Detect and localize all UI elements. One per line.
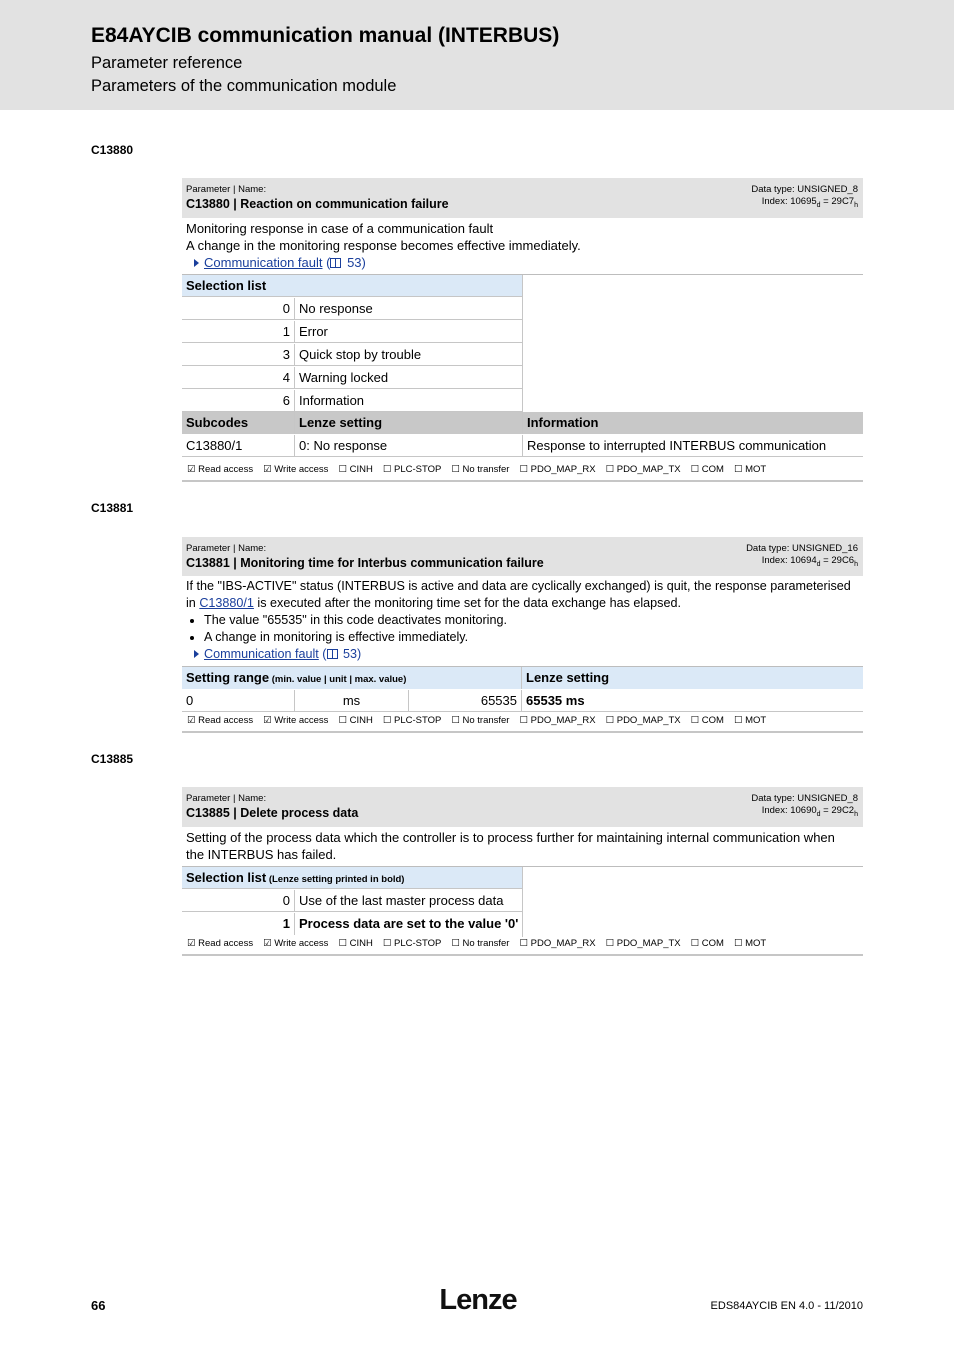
communication-fault-link[interactable]: Communication fault xyxy=(204,647,319,661)
parameter-header xyxy=(182,537,863,576)
pdo-map-rx-flag: ☐ PDO_MAP_RX xyxy=(519,464,596,475)
selection-option: 0 Use of the last master process data xyxy=(182,890,522,912)
write-access-flag: ☑ Write access xyxy=(263,938,329,949)
cinh-flag: ☐ CINH xyxy=(338,464,373,475)
page-header xyxy=(0,0,954,110)
mot-flag: ☐ MOT xyxy=(733,715,767,726)
com-flag: ☐ COM xyxy=(690,938,724,949)
unit: ms xyxy=(295,690,409,712)
plc-stop-flag: ☐ PLC-STOP xyxy=(382,464,442,475)
read-access-flag: ☑ Read access xyxy=(187,715,254,726)
data-type: Data type: UNSIGNED_8 xyxy=(751,793,858,804)
selection-grid xyxy=(182,275,863,461)
selection-list-header: Selection list (Lenze setting printed in bold) xyxy=(182,867,522,889)
min-value: 0 xyxy=(182,690,295,712)
parameter-name-label: Parameter | Name: xyxy=(186,543,267,554)
document-reference: EDS84AYCIB EN 4.0 - 11/2010 xyxy=(710,1300,863,1312)
selection-option: 0 No response xyxy=(182,298,522,320)
description-line: A change in the monitoring response becomes effective immediately. xyxy=(186,238,581,253)
parameter-description xyxy=(182,827,863,867)
pdo-map-rx-flag: ☐ PDO_MAP_RX xyxy=(519,938,596,949)
setting-range-header: Setting range (min. value | unit | max. value) xyxy=(182,667,522,689)
parameter-index: Index: $10694_d = 29C6_h$ xyxy=(761,555,858,568)
max-value: 65535 xyxy=(409,690,522,712)
parameter-table-c13880 xyxy=(182,178,863,461)
code-heading-c13880: C13880 xyxy=(91,143,134,157)
parameter-index: Index: $10690_d = 29C2_h$ xyxy=(761,805,858,818)
logo-text: Lenze xyxy=(439,1284,517,1316)
selection-list-header: Selection list xyxy=(182,275,522,297)
arrow-right-icon xyxy=(194,259,199,267)
pdo-map-tx-flag: ☐ PDO_MAP_TX xyxy=(605,464,681,475)
mot-flag: ☐ MOT xyxy=(733,464,767,475)
chapter-title: Parameter reference xyxy=(91,54,243,72)
selection-grid xyxy=(182,867,863,937)
page-reference[interactable]: 53) xyxy=(343,255,366,270)
description-line: Monitoring response in case of a communication fault xyxy=(186,221,494,236)
communication-fault-link[interactable]: Communication fault xyxy=(204,255,323,270)
page-number: 66 xyxy=(91,1298,106,1313)
write-access-flag: ☑ Write access xyxy=(263,715,329,726)
parameter-description xyxy=(182,576,863,667)
read-access-flag: ☑ Read access xyxy=(187,464,254,475)
parameter-table-c13881 xyxy=(182,537,863,714)
no-transfer-flag: ☐ No transfer xyxy=(451,715,510,726)
parameter-header xyxy=(182,787,863,827)
subcodes-header: Subcodes xyxy=(182,412,295,434)
data-type: Data type: UNSIGNED_8 xyxy=(751,184,858,195)
lenze-logo xyxy=(438,1283,518,1317)
description-line: Setting of the process data which the controller is to process further for maintaining internal communication when xyxy=(186,830,835,845)
information-header: Information xyxy=(523,412,863,434)
list-item: • A change in monitoring is effective immediately. xyxy=(204,629,859,646)
pdo-map-rx-flag: ☐ PDO_MAP_RX xyxy=(519,715,596,726)
arrow-right-icon xyxy=(194,650,199,658)
access-flags xyxy=(182,934,863,956)
lenze-setting-header: Lenze setting xyxy=(522,667,863,689)
list-item: • The value "65535" in this code deactivates monitoring. xyxy=(204,612,859,629)
selection-option: 6 Information xyxy=(182,390,522,412)
data-type: Data type: UNSIGNED_16 xyxy=(746,543,858,554)
book-icon xyxy=(327,649,338,659)
no-transfer-flag: ☐ No transfer xyxy=(451,938,510,949)
cinh-flag: ☐ CINH xyxy=(338,715,373,726)
setting-range-header-row xyxy=(182,667,863,689)
no-transfer-flag: ☐ No transfer xyxy=(451,464,510,475)
write-access-flag: ☑ Write access xyxy=(263,464,329,475)
read-access-flag: ☑ Read access xyxy=(187,938,254,949)
parameter-name: C13881 | Monitoring time for Interbus communication failure xyxy=(186,556,544,570)
parameter-name-label: Parameter | Name: xyxy=(186,184,267,195)
description-line: the INTERBUS has failed. xyxy=(186,847,337,862)
pdo-map-tx-flag: ☐ PDO_MAP_TX xyxy=(605,938,681,949)
com-flag: ☐ COM xyxy=(690,464,724,475)
page-reference[interactable]: 53) xyxy=(339,647,362,661)
cinh-flag: ☐ CINH xyxy=(338,938,373,949)
cross-reference: Communication fault ( 53) xyxy=(186,646,859,663)
lenze-setting-value: 65535 ms xyxy=(522,690,863,712)
section-title: Parameters of the communication module xyxy=(91,77,397,95)
selection-option-default: 1 Process data are set to the value '0' xyxy=(182,913,522,935)
parameter-description xyxy=(182,218,863,275)
parameter-name-label: Parameter | Name: xyxy=(186,793,267,804)
com-flag: ☐ COM xyxy=(690,715,724,726)
cross-reference: Communication fault ( 53) xyxy=(186,254,859,271)
pdo-map-tx-flag: ☐ PDO_MAP_TX xyxy=(605,715,681,726)
c13880-1-link[interactable]: C13880/1 xyxy=(199,596,254,610)
code-heading-c13885: C13885 xyxy=(91,752,134,766)
book-icon xyxy=(330,258,341,268)
access-flags xyxy=(182,711,863,733)
parameter-header xyxy=(182,178,863,218)
setting-range-row xyxy=(182,690,863,712)
lenze-setting-header: Lenze setting xyxy=(295,412,523,434)
parameter-index: Index: $10695_d = 29C7_h$ xyxy=(761,196,858,209)
plc-stop-flag: ☐ PLC-STOP xyxy=(382,715,442,726)
selection-option: 3 Quick stop by trouble xyxy=(182,344,522,366)
description-line: If the "IBS-ACTIVE" status (INTERBUS is active and data are cyclically exchanged) is quit, the response parameterised xyxy=(186,579,851,593)
bullet-list xyxy=(186,612,859,646)
subcode-row: C13880/1 0: No response Response to interrupted INTERBUS communication xyxy=(182,435,863,457)
subcodes-header-row xyxy=(182,412,863,434)
parameter-name: C13880 | Reaction on communication failure xyxy=(186,197,449,211)
setting-range-grid xyxy=(182,667,863,714)
selection-option: 1 Error xyxy=(182,321,522,343)
access-flags xyxy=(182,460,863,482)
plc-stop-flag: ☐ PLC-STOP xyxy=(382,938,442,949)
description-line: in C13880/1 is executed after the monitoring time set for the data exchange has elapsed. xyxy=(186,596,681,610)
document-title: E84AYCIB communication manual (INTERBUS) xyxy=(91,24,560,47)
parameter-table-c13885 xyxy=(182,787,863,937)
code-heading-c13881: C13881 xyxy=(91,501,134,515)
mot-flag: ☐ MOT xyxy=(733,938,767,949)
parameter-name: C13885 | Delete process data xyxy=(186,806,359,820)
selection-option: 4 Warning locked xyxy=(182,367,522,389)
